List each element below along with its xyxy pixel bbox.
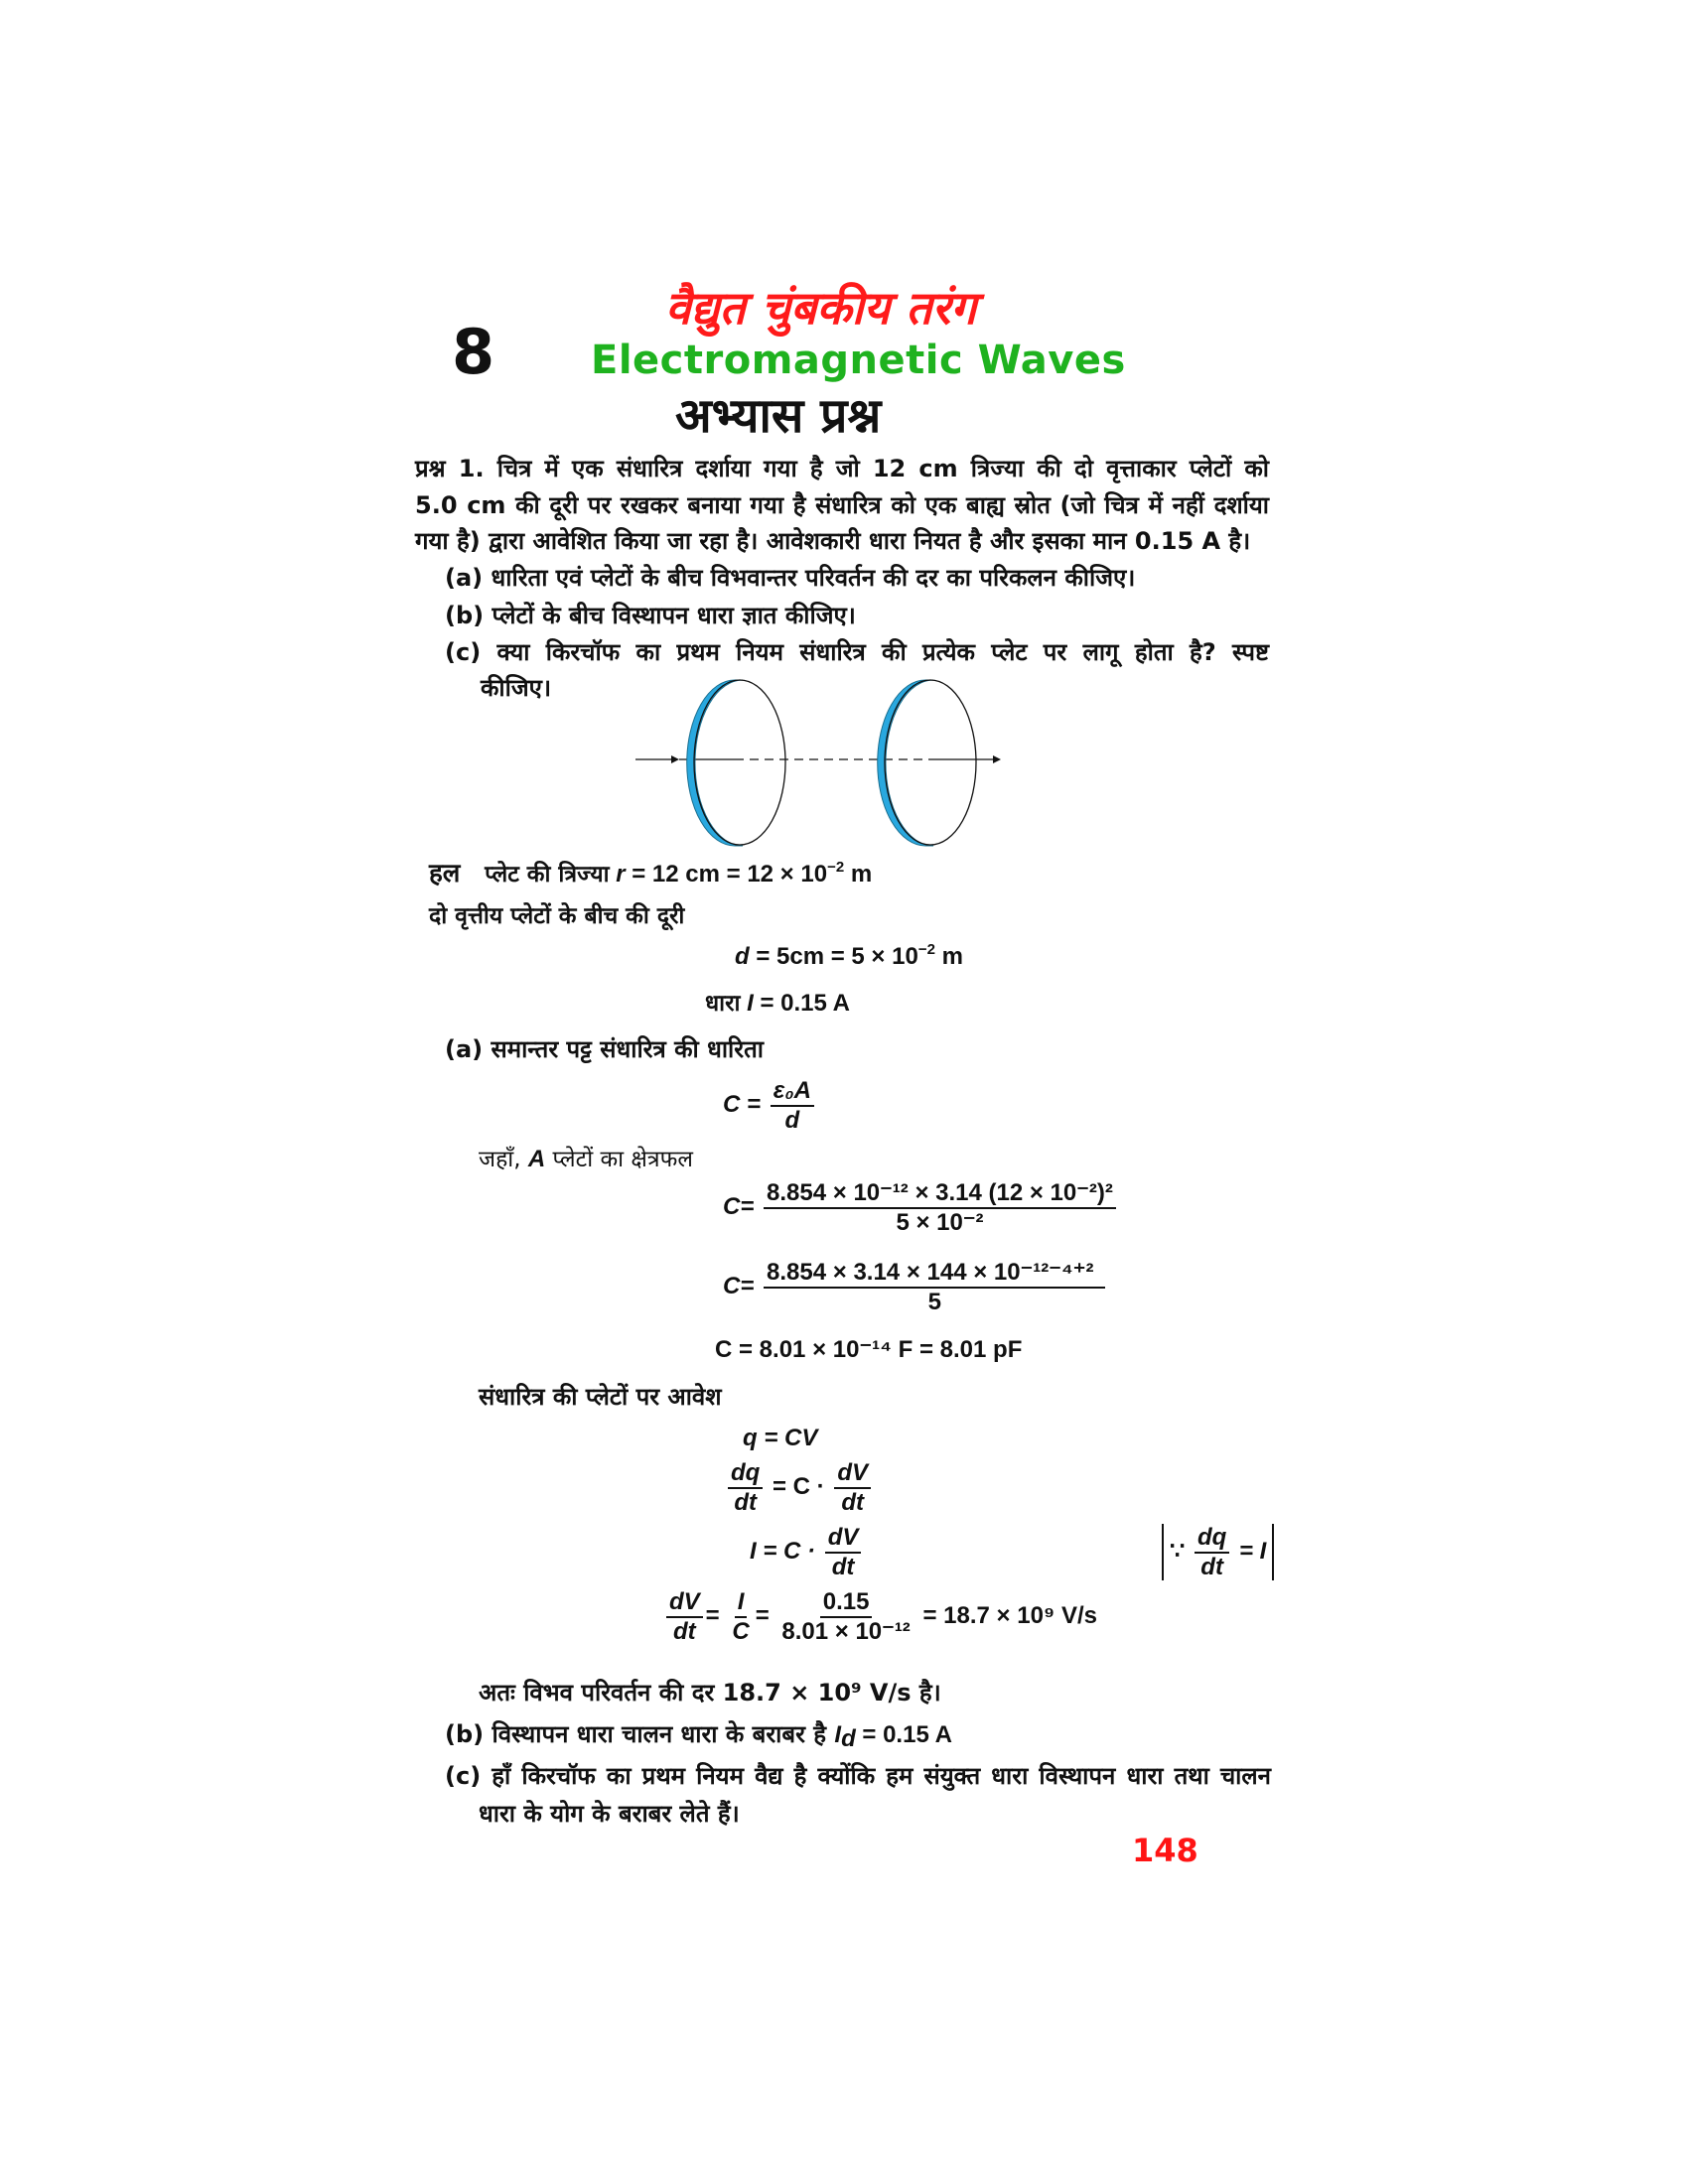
denominator: dt [1200,1553,1223,1580]
where-text: जहाँ, [479,1147,521,1172]
answer-c-line-2: धारा के योग के बराबर लेते हैं। [479,1800,740,1828]
fraction [778,1588,913,1645]
denominator: dt [831,1553,855,1580]
radius-var: r [616,861,626,887]
question-part-a [445,561,1135,594]
eq-dv-dt: $\frac{dV}{dt}$ = $\frac{I}{C}$ = $\frac{0.15}{\text{8.01 × 10⁻¹²}}$ = 18.7 × 10⁹ V/s [663,1588,1097,1645]
where-rest: प्लेटों का क्षेत्रफल [552,1147,693,1172]
step-lhs: C= [723,1192,755,1220]
calc-step-2 [723,1259,1108,1315]
formula-lhs: C = [723,1090,762,1118]
question-part-c-cont: कीजिए। [481,674,552,702]
eq-rhs: = 18.7 × 10⁹ V/s [922,1601,1098,1629]
denominator: dt [673,1617,696,1645]
denominator: d [784,1106,800,1134]
formula-capacitance [723,1077,817,1134]
denominator: 8.01 × 10⁻¹² [781,1617,911,1645]
part-text: क्या किरचॉफ का प्रथम नियम संधारित्र की प्रत्येक प्लेट पर लागू होता है? स्पष्ट [496,638,1270,666]
current-value: = 0.15 A [753,990,850,1017]
numerator: dq [728,1459,763,1489]
part-label: (c) [445,638,482,666]
eq-lhs: I = C · [750,1537,816,1565]
distance-heading: दो वृत्तीय प्लेटों के बीच की दूरी [429,903,685,929]
fraction [666,1588,703,1645]
d-unit: m [934,943,963,970]
note-rhs: = I [1238,1537,1267,1565]
fraction [771,1077,814,1134]
question-line-2: 5.0 cm की दूरी पर रखकर बनाया गया है संधारित्र को एक बाह्य स्रोत (जो चित्र में नहीं दर्शाया [415,491,1269,519]
numerator: 8.854 × 10⁻¹² × 3.14 (12 × 10⁻²)² [764,1179,1116,1209]
charge-heading: संधारित्र की प्लेटों पर आवेश [479,1383,722,1411]
chapter-title-english: Electromagnetic Waves [591,338,1126,383]
question-part-b [445,599,856,631]
question-label: प्रश्न 1. [415,455,485,482]
eq-mid: = C · [773,1472,825,1500]
plate-right-icon [878,680,976,846]
denominator: 5 [927,1288,941,1315]
eq-i-cdv [750,1524,864,1580]
numerator: ε₀A [771,1077,814,1107]
radius-label: प्लेट की त्रिज्या [485,862,610,887]
fraction [764,1179,1116,1236]
answer-b [445,1717,952,1750]
numerator: 8.854 × 3.14 × 144 × 10⁻¹²⁻⁴⁺² [764,1259,1105,1289]
denominator: dt [841,1488,865,1516]
capacitor-plates-figure [616,665,1013,854]
step-lhs: C= [723,1272,755,1299]
page-number: 148 [1132,1832,1198,1869]
fraction [728,1459,763,1516]
d-exp: −2 [917,941,935,958]
capacitance-result: C = 8.01 × 10⁻¹⁴ F = 8.01 pF [715,1336,1023,1363]
radius-exp: −2 [827,859,845,876]
answer-c-line-1: (c) हाँ किरचॉफ का प्रथम नियम वैद्य है क्योंकि हम संयुक्त धारा विस्थापन धारा तथा चालन [445,1762,1271,1790]
calc-step-1 [723,1179,1119,1236]
fraction [764,1259,1105,1315]
where-line [479,1142,693,1173]
part-a-heading: (a) समान्तर पट्ट संधारित्र की धारिता [445,1035,764,1063]
part-text: प्लेटों के बीच विस्थापन धारा ज्ञात कीजिए। [492,602,856,629]
fraction [1195,1524,1229,1580]
answer-b-text: (b) विस्थापन धारा चालन धारा के बराबर है [445,1720,827,1748]
numerator: dq [1195,1524,1229,1554]
conclusion-a: अतः विभव परिवर्तन की दर 18.7 × 10⁹ V/s है। [479,1679,941,1706]
solution-radius [429,854,872,889]
because-icon: ∵ [1170,1537,1186,1565]
denominator: C [732,1617,750,1645]
chapter-number: 8 [452,316,495,388]
question-line-1 [415,452,1269,484]
where-var: A [527,1146,546,1172]
note-bracket [1162,1524,1274,1580]
part-label: (a) [445,564,484,592]
d-value: = 5cm = 5 × 10 [749,943,918,970]
numerator: dV [666,1588,703,1618]
part-text: धारिता एवं प्लेटों के बीच विभवान्तर परिवर्तन की दर का परिकलन कीजिए। [491,564,1136,592]
plate-left-icon [687,680,785,846]
fraction [834,1459,871,1516]
solution-label: हल [429,859,461,888]
denominator: dt [734,1488,757,1516]
eq-dq-dt [725,1459,874,1516]
part-label: (b) [445,602,485,629]
question-line-3: गया है) द्वारा आवेशित किया जा रहा है। आवेशकारी धारा नियत है और इसका मान 0.15 A है। [415,527,1251,555]
denominator: 5 × 10⁻² [896,1208,984,1236]
answer-b-sub: d [841,1725,856,1752]
current-label: धारा [705,991,741,1017]
distance-equation [735,943,963,971]
radius-unit: m [844,861,873,887]
current-var: I [747,990,754,1017]
numerator: I [735,1588,748,1618]
numerator: 0.15 [820,1588,873,1618]
numerator: dV [825,1524,862,1554]
answer-b-value: = 0.15 A [855,1721,952,1748]
question-text: चित्र में एक संधारित्र दर्शाया गया है जो 12 cm त्रिज्या की दो वृत्ताकार प्लेटों को [496,455,1270,482]
question-part-c [445,635,1269,668]
eq-q-cv: q = CV [743,1425,818,1451]
current-equation [705,986,850,1018]
radius-value: = 12 cm = 12 × 10 [632,861,828,887]
d-var: d [735,943,750,970]
chapter-title-hindi: वैद्युत चुंबकीय तरंग [665,281,977,335]
section-heading: अभ्यास प्रश्न [675,388,882,444]
fraction [729,1588,752,1645]
fraction [825,1524,862,1580]
answer-b-var: I [834,1721,842,1748]
numerator: dV [834,1459,871,1489]
